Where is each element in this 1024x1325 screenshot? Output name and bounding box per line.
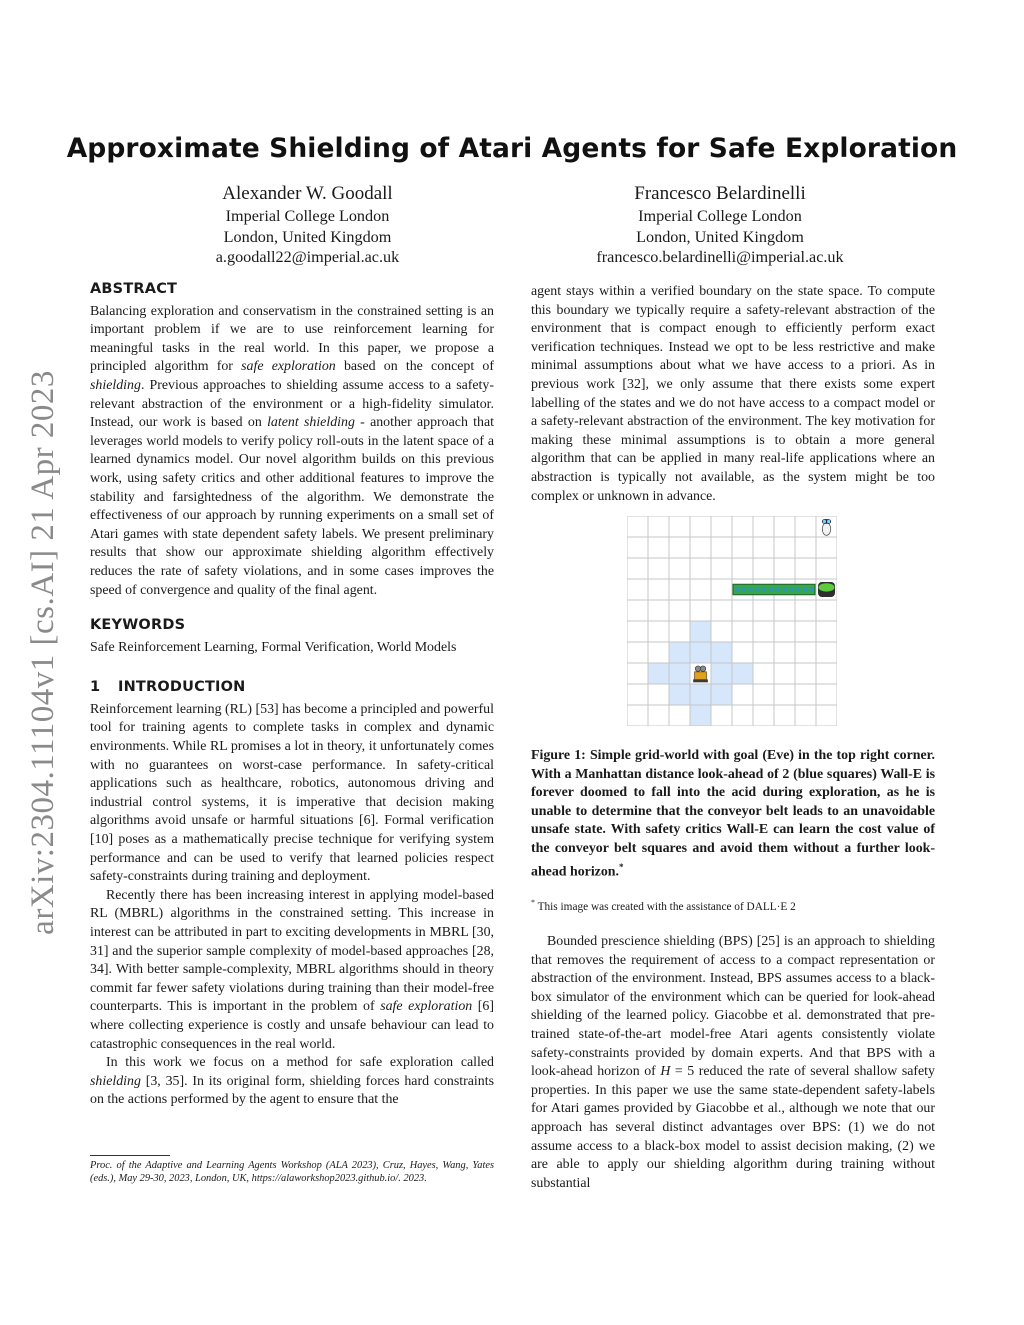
lookahead-cell (690, 642, 711, 663)
eve-robot-eye (827, 520, 830, 523)
author-name: Alexander W. Goodall (222, 183, 393, 204)
conveyor-belt-segment (789, 587, 793, 592)
conveyor-belt-segment (749, 587, 753, 592)
eve-robot-body (822, 523, 830, 536)
lookahead-cell (669, 684, 690, 705)
conveyor-belt-segment (755, 587, 759, 592)
intro-paragraph-1: Reinforcement learning (RL) [53] has become a principled and powerful tool for training agents to complete tasks in complex and dynamic environments. While RL promises a lot in theory, it unfortunately comes with no guarantees on worst-case performance. In safety-critical applications such as healthcare, robotics, autonomous driving and industrial control systems, it is imperative that decision making algorithms avoid unsafe or harmful situations [6]. Formal verification [10] poses as a mathematically precise technique for verifying system performance and can be used to verify that learned policies respect safety-constraints during training and deployment. (90, 701, 494, 885)
right-column (531, 283, 935, 506)
author-location: London, United Kingdom (223, 227, 392, 246)
conveyor-belt-segment (742, 587, 746, 592)
lookahead-cell (690, 621, 711, 642)
lookahead-cell (690, 684, 711, 705)
walle-robot-eye (700, 666, 705, 671)
lookahead-cell (669, 642, 690, 663)
acid-surface (819, 583, 835, 591)
left-column (90, 280, 494, 1110)
introduction-heading: 1 INTRODUCTION (90, 679, 246, 696)
image-credit-note: * This image was created with the assistance of DALL·E 2 (531, 898, 796, 913)
abstract-heading: ABSTRACT (90, 281, 178, 297)
intro-paragraph-3: In this work we focus on a method for safe exploration called shielding [3, 35]. In its original form, shielding forces hard constraints on the actions performed by the agent to ensure that the (90, 1055, 494, 1108)
intro-paragraph-continued: agent stays within a verified boundary on the state space. To compute this boundary we typically require a safety-relevant abstraction of the environment that is compact enough to efficiently perform exact verification techniques. Instead we opt to be less restrictive and make minimal assumptions about what we have access to a priori. As in previous work [32], we only assume that there exists some expert labelling of the states and we do not have access to a compact model or a safety-relevant abstraction of the environment. The key motivation for making these minimal assumptions is to obtain a more general algorithm that can be applied in many real-life applications where an abstraction is typically not available, as the system might be too complex or unknown in advance. (531, 284, 935, 504)
abstract-text: Balancing exploration and conservatism in the constrained setting is an important problem if we are to use reinforcement learning for meaningful tasks in the real world. In this paper, we propose a principled algorithm for safe exploration based on the concept of shielding. Previous approaches to shielding assume access to a safety-relevant abstraction of the environment or a high-fidelity simulator. Instead, our work is based on latent shielding - another approach that leverages world models to verify policy roll-outs in the latent space of a learned dynamics model. Our novel algorithm builds on this previous work, using safety critics and other additional features to improve the stability and farsightedness of the algorithm. We demonstrate the effectiveness of our approach by running experiments on a small set of Atari games with state dependent safety labels. We present preliminary results that show our approximate shielding algorithm effectively reduces the rate of safety violations, and in some cases improves the speed of convergence and quality of the final agent. (90, 303, 494, 598)
conveyor-belt-segment (796, 587, 800, 592)
author-affiliation: Imperial College London (225, 207, 390, 225)
author-block-1 (165, 183, 450, 268)
walle-robot-eye (695, 666, 700, 671)
figure-caption: Figure 1: Simple grid-world with goal (Eve) in the top right corner. With a Manhattan distance look-ahead of 2 (blue squares) Wall-E is forever doomed to fall into the acid during exploration, as he is unable to determine that the conveyor belt leads to an unavoidable unsafe state. With safety critics Wall-E can learn the cost value of the conveyor belt squares and avoid them without a further look-ahead horizon.* (531, 748, 935, 880)
grid-world-image (627, 516, 837, 726)
conveyor-belt-segment (735, 587, 739, 592)
author-name: Francesco Belardinelli (634, 183, 806, 204)
lookahead-cell (711, 642, 732, 663)
right-column-lower (531, 933, 935, 1193)
lookahead-cell (669, 663, 690, 684)
eve-robot-eye (823, 520, 826, 523)
grid-world-figure (627, 516, 837, 726)
keywords-text: Safe Reinforcement Learning, Formal Verification, World Models (90, 639, 457, 655)
footnote-rule (90, 1155, 170, 1156)
arxiv-sidebar (14, 362, 72, 942)
author-email: a.goodall22@imperial.ac.uk (215, 248, 400, 266)
walle-robot-body (695, 672, 707, 680)
footnote: Proc. of the Adaptive and Learning Agents Workshop (ALA 2023), Cruz, Hayes, Wang, Yates (eds.), May 29-30, 2023, London, UK, https://alaworkshop2023.github.io/. 2023. (90, 1160, 494, 1185)
author-location: London, United Kingdom (636, 227, 804, 246)
lookahead-cell (711, 684, 732, 705)
paper-title: Approximate Shielding of Atari Agents for Safe Exploration (66, 133, 958, 164)
bps-paragraph: Bounded prescience shielding (BPS) [25] is an approach to shielding that removes the requirement of access to a compact representation or abstraction of the environment. Instead, BPS assumes access to a black-box simulator of the environment which can be queried for look-ahead shielding of the learned policy. Giacobbe et al. demonstrated that pre-trained state-of-the-art model-free Atari agents consistently violate safety-constraints provided by domain experts. And that BPS with a look-ahead horizon of H = 5 reduced the rate of several shallow safety properties. In this paper we use the same state-dependent safety-labels for Atari games provided by Giacobbe et al., although we note that our approach has several distinct advantages over BPS: (1) we do not assume access to a black-box model to assist decision making, (2) we are able to apply our shielding algorithm during training without substantial (531, 934, 935, 1191)
author-block-2 (560, 183, 880, 268)
walle-robot-tracks (693, 679, 708, 682)
conveyor-belt-segment (769, 587, 773, 592)
conveyor-belt-segment (803, 587, 807, 592)
arxiv-identifier: arXiv:2304.11104v1 [cs.AI] 21 Apr 2023 (24, 369, 61, 935)
author-email: francesco.belardinelli@imperial.ac.uk (596, 248, 844, 266)
lookahead-cell (648, 663, 669, 684)
author-affiliation: Imperial College London (638, 207, 802, 225)
keywords-heading: KEYWORDS (90, 617, 186, 634)
lookahead-cell (732, 663, 753, 684)
lookahead-cell (690, 705, 711, 726)
conveyor-belt-segment (762, 587, 766, 592)
conveyor-belt-segment (783, 587, 787, 592)
conveyor-belt-segment (776, 587, 780, 592)
lookahead-cell (711, 663, 732, 684)
conveyor-belt-segment (810, 587, 814, 592)
intro-paragraph-2: Recently there has been increasing interest in applying model-based RL (MBRL) algorithms in the constrained setting. This increase in interest can be attributed in part to exciting developments in MBRL [30, 31] and the superior sample complexity of model-based approaches [28, 34]. With better sample-complexity, MBRL algorithms should in theory commit far fewer safety violations during training than their model-free counterparts. This is important in the problem of safe exploration [6] where collecting experience is costly and unsafe behaviour can lead to catastrophic consequences in the real world. (90, 887, 495, 1052)
